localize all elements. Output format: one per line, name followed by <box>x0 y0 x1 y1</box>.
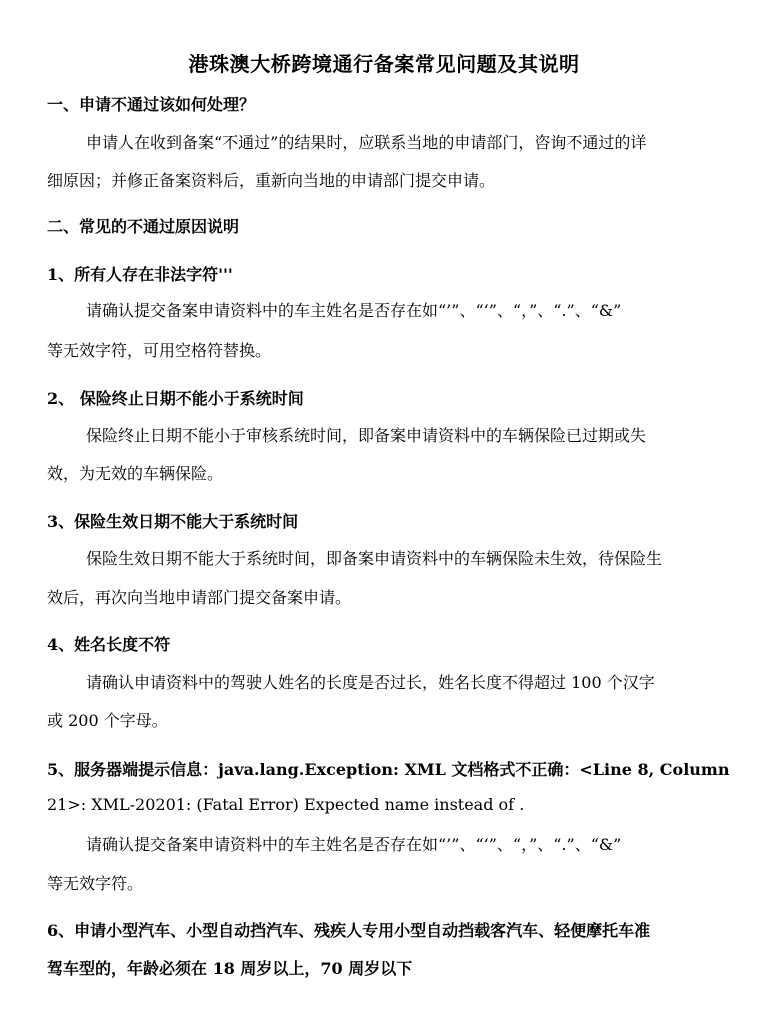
item3-heading: 3、保险生效日期不能大于系统时间 <box>47 512 299 531</box>
item3-paragraph-line1: 保险生效日期不能大于系统时间，即备案申请资料中的车辆保险未生效，待保险生 <box>86 549 663 568</box>
item5-heading-line2: 21>: XML-20201: (Fatal Error) Expected name instead of . <box>47 795 525 814</box>
item6-heading-line2: 驾车型的，年龄必须在 18 周岁以上，70 周岁以下 <box>47 959 413 978</box>
item1-heading: 1、所有人存在非法字符''' <box>47 265 233 284</box>
item4-heading: 4、姓名长度不符 <box>47 635 171 654</box>
item5-paragraph-line1: 请确认提交备案申请资料中的车主姓名是否存在如“’”、“‘”、“，”、“.”、“&” <box>86 835 622 854</box>
section1-heading: 一、申请不通过该如何处理？ <box>47 95 256 114</box>
section2-heading: 二、常见的不通过原因说明 <box>47 217 240 236</box>
item5-heading-line1: 5、服务器端提示信息：java.lang.Exception: XML 文档格式不正确：<Line 8, Column <box>47 760 730 779</box>
item2-heading: 2、 保险终止日期不能小于系统时间 <box>47 389 304 408</box>
item3-paragraph-line2: 效后，再次向当地申请部门提交备案申请。 <box>47 588 352 607</box>
item2-paragraph-line1: 保险终止日期不能小于审核系统时间，即备案申请资料中的车辆保险已过期或失 <box>86 426 647 445</box>
item4-paragraph-line2: 或 200 个字母。 <box>47 711 168 730</box>
item1-paragraph-line2: 等无效字符，可用空格符替换。 <box>47 341 272 360</box>
item6-heading-line1: 6、申请小型汽车、小型自动挡汽车、残疾人专用小型自动挡载客汽车、轻便摩托车准 <box>47 921 651 940</box>
section1-paragraph-line1: 申请人在收到备案“不通过”的结果时，应联系当地的申请部门，咨询不通过的详 <box>86 133 647 152</box>
item4-paragraph-line1: 请确认申请资料中的驾驶人姓名的长度是否过长，姓名长度不得超过 100 个汉字 <box>86 673 655 692</box>
page-title: 港珠澳大桥跨境通行备案常见问题及其说明 <box>188 52 580 76</box>
section1-paragraph-line2: 细原因；并修正备案资料后，重新向当地的申请部门提交申请。 <box>47 171 496 190</box>
item1-paragraph-line1: 请确认提交备案申请资料中的车主姓名是否存在如“’”、“‘”、“，”、“.”、“&” <box>86 301 622 320</box>
item2-paragraph-line2: 效，为无效的车辆保险。 <box>47 464 224 483</box>
item5-paragraph-line2: 等无效字符。 <box>47 874 144 893</box>
